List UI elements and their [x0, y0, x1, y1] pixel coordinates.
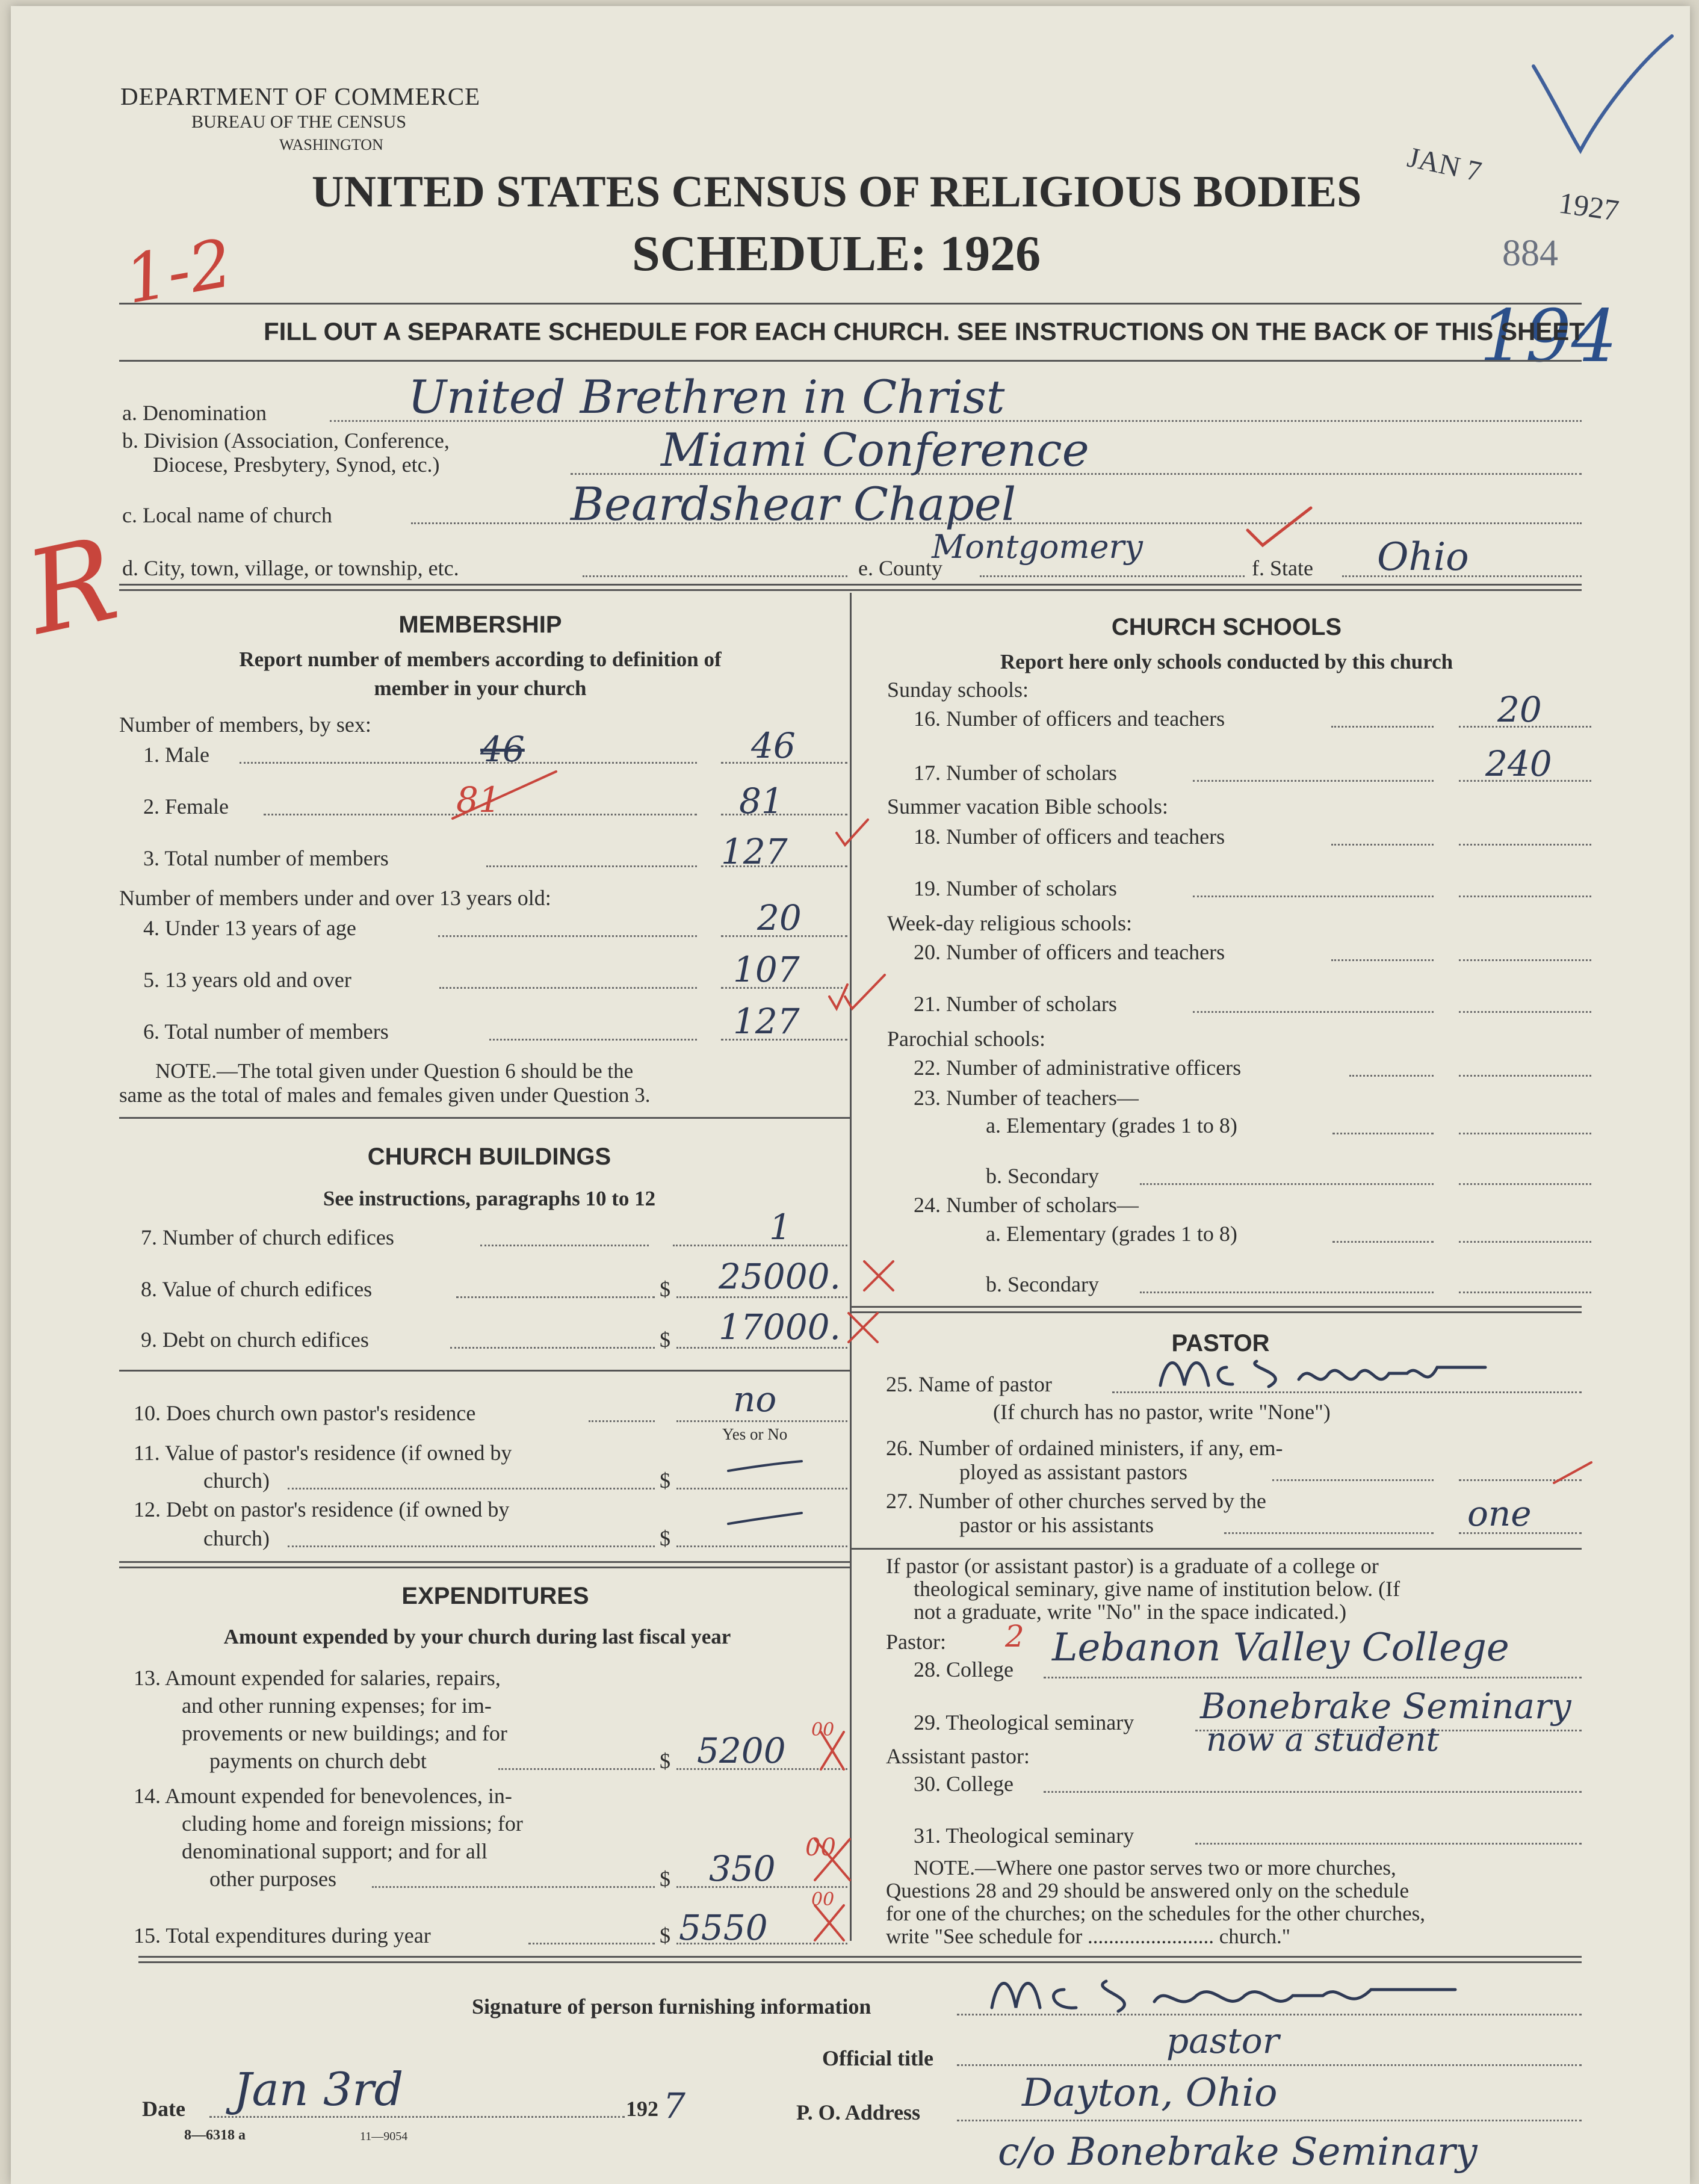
signature-scribble	[986, 1972, 1467, 2020]
q25-note: (If church has no pastor, write "None")	[993, 1400, 1331, 1424]
column-divider	[850, 593, 852, 1941]
q4-dots	[438, 935, 697, 937]
q18-dots	[1331, 844, 1434, 846]
signature-label: Signature of person furnishing information	[472, 1994, 871, 2018]
schedule-title: SCHEDULE: 1926	[632, 226, 1041, 282]
q27-label-2: pastor or his assistants	[959, 1513, 1154, 1537]
schools-subtitle: Report here only schools conducted by this church	[1000, 650, 1453, 673]
graduate-instructions-2: theological seminary, give name of institution below. (If	[914, 1577, 1400, 1601]
q24a-answer-line	[1459, 1241, 1591, 1243]
census-schedule-sheet	[11, 6, 1690, 2184]
red-strike-q2	[450, 768, 559, 822]
q8-dollar: $	[660, 1277, 670, 1301]
pastor-note-2: Questions 28 and 29 should be answered only on the schedule	[886, 1879, 1410, 1902]
official-title-value[interactable]: pastor	[1166, 2020, 1280, 2061]
members-by-age-label: Number of members under and over 13 years old:	[119, 886, 551, 910]
q16-dots	[1331, 726, 1434, 728]
bureau-heading: BUREAU OF THE CENSUS	[191, 112, 406, 132]
summer-schools-label: Summer vacation Bible schools:	[887, 794, 1168, 818]
q15-amount[interactable]: 5550	[679, 1907, 768, 1948]
city-heading: WASHINGTON	[279, 136, 383, 153]
q23b-label: b. Secondary	[986, 1164, 1099, 1188]
dash-q11	[726, 1458, 804, 1476]
form-title: UNITED STATES CENSUS OF RELIGIOUS BODIES	[312, 167, 1362, 217]
q14-label-4: other purposes	[209, 1867, 336, 1891]
q23a-label: a. Elementary (grades 1 to 8)	[986, 1113, 1237, 1137]
q23a-dots	[1332, 1133, 1434, 1134]
expenditures-subtitle: Amount expended by your church during last fiscal year	[223, 1625, 731, 1648]
q9-dollar: $	[660, 1328, 670, 1352]
q22-dots	[1349, 1075, 1434, 1077]
graduate-instructions: If pastor (or assistant pastor) is a graduate of a college or	[886, 1554, 1379, 1578]
q2-female-label: 2. Female	[143, 794, 229, 818]
sunday-schools-label: Sunday schools:	[887, 678, 1029, 702]
serial-number-stamp: 884	[1502, 233, 1558, 274]
division-label: b. Division (Association, Conference,	[122, 428, 450, 453]
red-cross-q9	[845, 1310, 881, 1346]
blue-check-mark	[1527, 30, 1684, 162]
q12-label-2: church)	[203, 1526, 270, 1550]
red-tick-q5	[827, 973, 887, 1015]
q4-under-13-label: 4. Under 13 years of age	[143, 916, 356, 940]
q5-dots	[439, 987, 697, 989]
dash-q12	[726, 1509, 804, 1527]
q24b-dots	[1140, 1292, 1434, 1293]
red-r-mark: R	[16, 512, 128, 661]
q6-total-value[interactable]: 127	[733, 1001, 800, 1042]
q20-label: 20. Number of officers and teachers	[914, 940, 1225, 964]
q13-dots	[498, 1768, 655, 1770]
membership-subtitle: Report number of members according to definition of	[239, 648, 722, 671]
red-cross-q8	[861, 1258, 897, 1294]
q17-value[interactable]: 240	[1485, 743, 1552, 784]
date-label: Date	[142, 2097, 185, 2121]
q4-under-13-value[interactable]: 20	[757, 897, 802, 938]
pastor-red-mark: 2	[1005, 1619, 1024, 1654]
q26-label: 26. Number of ordained ministers, if any, em-	[886, 1436, 1283, 1460]
q7-edifices-value[interactable]: 1	[769, 1207, 791, 1248]
q13-amount[interactable]: 5200	[697, 1730, 786, 1771]
q27-label: 27. Number of other churches served by the	[886, 1489, 1266, 1513]
identification-divider	[119, 584, 1582, 591]
parochial-schools-label: Parochial schools:	[887, 1027, 1045, 1051]
header-rule-lower	[119, 360, 1582, 362]
q7-answer-line	[673, 1245, 847, 1246]
q3-total-value[interactable]: 127	[721, 831, 788, 872]
q23-label: 23. Number of teachers—	[914, 1086, 1139, 1110]
schools-divider	[850, 1306, 1582, 1313]
q1-dots	[240, 762, 697, 764]
q3-dots	[486, 865, 697, 867]
q10-dots	[589, 1420, 655, 1422]
q18-label: 18. Number of officers and teachers	[914, 824, 1225, 849]
denomination-value[interactable]: United Brethren in Christ	[408, 370, 1005, 424]
q2-female-value[interactable]: 81	[739, 781, 784, 821]
city-label: d. City, town, village, or township, etc.	[122, 556, 459, 580]
county-value[interactable]: Montgomery	[932, 528, 1143, 566]
q30-label: 30. College	[914, 1772, 1014, 1796]
instructions-banner: FILL OUT A SEPARATE SCHEDULE FOR EACH CHURCH. SEE INSTRUCTIONS ON THE BACK OF THIS SHEET	[264, 317, 1585, 345]
department-heading: DEPARTMENT OF COMMERCE	[120, 82, 481, 110]
division-label-2: Diocese, Presbytery, Synod, etc.)	[153, 453, 440, 477]
po-address-value-2[interactable]: c/o Bonebrake Seminary	[998, 2130, 1478, 2174]
q30-line	[1044, 1791, 1582, 1793]
q24b-label: b. Secondary	[986, 1272, 1099, 1296]
q6-dots	[489, 1039, 697, 1041]
q19-answer-line	[1459, 896, 1591, 897]
received-year-stamp: 1927	[1556, 185, 1621, 227]
q10-residence-value[interactable]: no	[733, 1379, 777, 1420]
q27-value[interactable]: one	[1467, 1493, 1532, 1534]
buildings-inner-divider	[119, 1370, 850, 1372]
q23b-dots	[1140, 1183, 1434, 1185]
q5-over-13-label: 5. 13 years old and over	[143, 968, 351, 992]
po-address-line	[957, 2120, 1582, 2121]
q11-dollar: $	[660, 1468, 670, 1493]
q10-residence-label: 10. Does church own pastor's residence	[134, 1401, 476, 1425]
county-label: e. County	[858, 556, 942, 580]
q21-dots	[1193, 1011, 1434, 1013]
assistant-pastor-label: Assistant pastor:	[886, 1744, 1030, 1768]
q11-dots	[288, 1488, 655, 1490]
q15-label: 15. Total expenditures during year	[134, 1923, 431, 1947]
q11-answer-line	[676, 1488, 847, 1490]
q23b-answer-line	[1459, 1183, 1591, 1185]
q8-value-amount[interactable]: 25000.	[719, 1256, 841, 1297]
red-cross-q15	[811, 1902, 847, 1944]
q22-answer-line	[1459, 1075, 1591, 1077]
q23a-answer-line	[1459, 1133, 1591, 1134]
q17-dots	[1193, 780, 1434, 782]
red-cross-q14	[811, 1836, 853, 1884]
city-line	[583, 575, 847, 577]
q16-value[interactable]: 20	[1497, 689, 1542, 730]
q12-dollar: $	[660, 1526, 670, 1550]
q8-value-label: 8. Value of church edifices	[141, 1277, 373, 1301]
state-value[interactable]: Ohio	[1377, 535, 1469, 580]
members-by-sex-label: Number of members, by sex:	[119, 713, 371, 737]
q24-label: 24. Number of scholars—	[914, 1193, 1139, 1217]
received-date-stamp: JAN 7	[1404, 141, 1485, 188]
q19-label: 19. Number of scholars	[914, 876, 1117, 900]
q20-answer-line	[1459, 959, 1591, 961]
q27-dots	[1224, 1532, 1434, 1534]
q29-label: 29. Theological seminary	[914, 1710, 1134, 1734]
q15-dots	[528, 1943, 655, 1944]
buildings-divider	[119, 1561, 850, 1568]
q21-answer-line	[1459, 1011, 1591, 1013]
q24b-answer-line	[1459, 1292, 1591, 1293]
buildings-subtitle: See instructions, paragraphs 10 to 12	[323, 1187, 656, 1210]
header-rule	[119, 303, 1582, 305]
pastor-note-4: write "See schedule for ........................ church."	[886, 1925, 1291, 1948]
pastor-note: NOTE.—Where one pastor serves two or more churches,	[914, 1856, 1396, 1879]
q11-label-2: church)	[203, 1468, 270, 1493]
date-year-prefix: 192	[626, 2097, 658, 2121]
q18-answer-line	[1459, 844, 1591, 846]
q13-dollar: $	[660, 1749, 670, 1773]
q3-total-label: 3. Total number of members	[143, 846, 389, 870]
graduate-instructions-3: not a graduate, write "No" in the space indicated.)	[914, 1600, 1347, 1624]
local-name-value[interactable]: Beardshear Chapel	[571, 477, 1017, 531]
q19-dots	[1193, 896, 1434, 897]
q24a-dots	[1332, 1241, 1434, 1243]
q7-dots	[480, 1245, 649, 1246]
po-address-label: P. O. Address	[796, 2100, 921, 2124]
date-line	[209, 2116, 625, 2118]
official-title-line	[957, 2064, 1582, 2066]
print-number: 11—9054	[360, 2130, 408, 2143]
q11-label: 11. Value of pastor's residence (if owned by	[134, 1441, 512, 1465]
division-value[interactable]: Miami Conference	[661, 423, 1089, 477]
local-name-label: c. Local name of church	[122, 503, 332, 527]
buildings-heading: CHURCH BUILDINGS	[367, 1143, 611, 1170]
pastor-name-scribble	[1154, 1349, 1491, 1397]
official-title-label: Official title	[822, 2046, 933, 2070]
q28-line	[1044, 1677, 1582, 1678]
q13-label: 13. Amount expended for salaries, repairs,	[134, 1666, 501, 1690]
q28-label: 28. College	[914, 1657, 1014, 1681]
q26-dots	[1272, 1479, 1434, 1481]
q22-label: 22. Number of administrative officers	[914, 1056, 1242, 1080]
q14-dots	[372, 1886, 655, 1888]
q1-crossed-value: 46	[480, 729, 525, 770]
q8-dots	[456, 1296, 655, 1298]
weekday-schools-label: Week-day religious schools:	[887, 911, 1133, 935]
form-number: 8—6318 a	[184, 2127, 246, 2143]
q14-cents: 00	[805, 1834, 836, 1861]
q1-male-value[interactable]: 46	[751, 725, 796, 766]
q29-seminary-value[interactable]: Bonebrake Seminary	[1200, 1686, 1571, 1727]
pastor-sub-label: Pastor:	[886, 1630, 947, 1654]
q5-over-13-value[interactable]: 107	[733, 949, 800, 990]
q12-answer-line	[676, 1545, 847, 1547]
q9-dots	[450, 1347, 655, 1349]
date-year-digit[interactable]: 7	[663, 2085, 685, 2126]
q9-debt-label: 9. Debt on church edifices	[141, 1328, 369, 1352]
q14-label-3: denominational support; and for all	[182, 1839, 487, 1863]
q14-label: 14. Amount expended for benevolences, in-	[134, 1784, 512, 1808]
footer-divider	[138, 1956, 1582, 1963]
yes-no-hint: Yes or No	[722, 1425, 788, 1443]
q13-label-4: payments on church debt	[209, 1749, 427, 1773]
q13-label-3: provements or new buildings; and for	[182, 1721, 507, 1745]
pastor-inner-divider	[850, 1548, 1582, 1550]
expenditures-heading: EXPENDITURES	[401, 1583, 589, 1609]
q1-male-label: 1. Male	[143, 743, 209, 767]
q15-dollar: $	[660, 1923, 670, 1947]
po-address-value[interactable]: Dayton, Ohio	[1022, 2071, 1278, 2115]
q10-answer-line	[676, 1420, 847, 1422]
q15-cents: 00	[811, 1889, 835, 1910]
county-line	[980, 575, 1245, 577]
q14-amount[interactable]: 350	[709, 1848, 776, 1889]
q6-total-label: 6. Total number of members	[143, 1019, 389, 1044]
red-cross-q13	[817, 1730, 847, 1772]
red-tick-q26	[1552, 1459, 1594, 1495]
q31-line	[1195, 1843, 1582, 1845]
q12-label: 12. Debt on pastor's residence (if owned by	[134, 1497, 510, 1521]
schools-heading: CHURCH SCHOOLS	[1111, 614, 1342, 640]
red-tick-q3	[834, 816, 870, 852]
q13-label-2: and other running expenses; for im-	[182, 1694, 492, 1718]
membership-note-2: same as the total of males and females given under Question 3.	[119, 1083, 651, 1107]
blue-pencil-number: 194	[1479, 295, 1618, 379]
q21-label: 21. Number of scholars	[914, 992, 1117, 1016]
q12-dots	[288, 1545, 655, 1547]
membership-divider	[119, 1117, 850, 1119]
red-tick-state	[1245, 503, 1317, 551]
q31-label: 31. Theological seminary	[914, 1824, 1134, 1848]
q20-dots	[1331, 959, 1434, 961]
membership-subtitle-2: member in your church	[374, 676, 587, 700]
red-pencil-code: 1-2	[119, 224, 238, 319]
q14-dollar: $	[660, 1867, 670, 1891]
pastor-heading: PASTOR	[1171, 1330, 1270, 1356]
state-label: f. State	[1252, 556, 1313, 580]
membership-heading: MEMBERSHIP	[398, 611, 562, 638]
q13-cents: 00	[811, 1719, 835, 1740]
membership-note: NOTE.—The total given under Question 6 should be the	[155, 1059, 634, 1083]
pastor-note-3: for one of the churches; on the schedules for the other churches,	[886, 1902, 1426, 1925]
q25-label: 25. Name of pastor	[886, 1372, 1052, 1396]
q24a-label: a. Elementary (grades 1 to 8)	[986, 1222, 1237, 1246]
q2-crossed-value: 81	[456, 779, 501, 820]
q9-debt-amount[interactable]: 17000.	[719, 1307, 841, 1347]
date-value[interactable]: Jan 3rd	[234, 2062, 404, 2116]
q29-seminary-note[interactable]: now a student	[1206, 1721, 1440, 1759]
q17-label: 17. Number of scholars	[914, 761, 1117, 785]
q16-label: 16. Number of officers and teachers	[914, 707, 1225, 731]
denomination-label: a. Denomination	[122, 401, 267, 425]
q26-label-2: ployed as assistant pastors	[959, 1460, 1187, 1484]
q28-college-value[interactable]: Lebanon Valley College	[1052, 1626, 1509, 1670]
q14-label-2: cluding home and foreign missions; for	[182, 1811, 523, 1836]
q7-edifices-label: 7. Number of church edifices	[141, 1225, 394, 1249]
